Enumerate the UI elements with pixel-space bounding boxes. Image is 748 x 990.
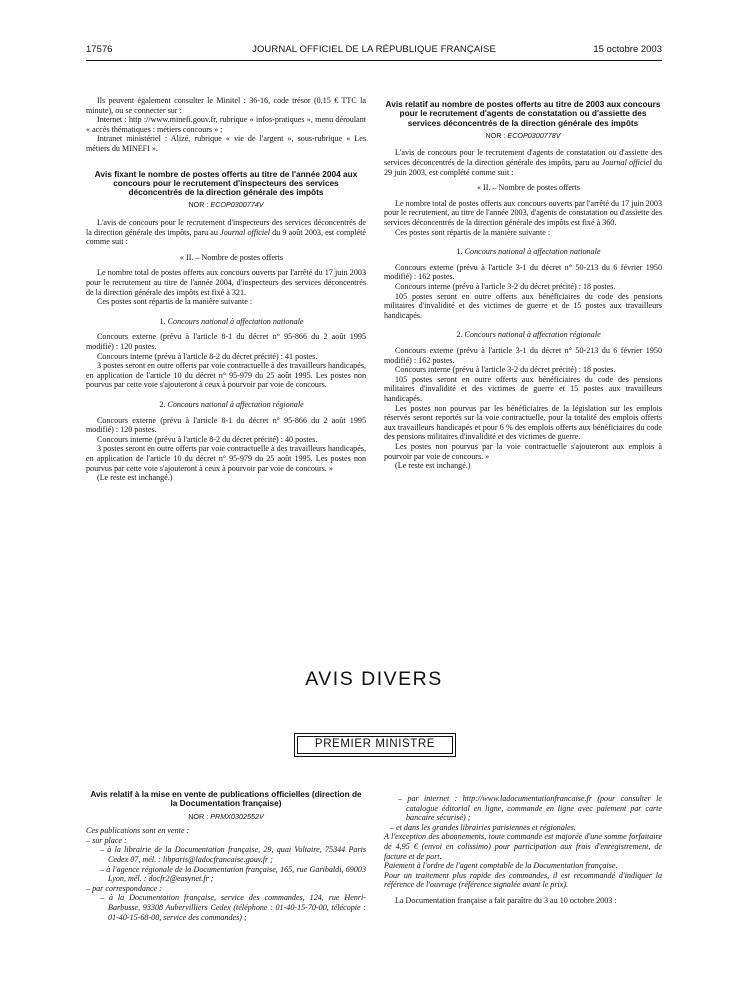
body-paragraph: 105 postes seront en outre offerts aux bénéficiaires du code des pensions militaires d'invalidité et des victimes de guerre et de 15 postes aux travailleurs handicapés.: [384, 291, 662, 320]
nor-reference: NOR : ECOP0300778V: [485, 130, 561, 140]
body-paragraph: La Documentation française a fait paraître du 3 au 10 octobre 2003 :: [395, 895, 617, 905]
list-item: – par correspondance :: [86, 883, 162, 893]
body-paragraph: Concours externe (prévu à l'article 3-1 du décret n° 50-213 du 6 février 1950 modifié) : 162 postes.: [384, 345, 662, 365]
body-paragraph: Le nombre total de postes offerts aux concours ouverts par l'arrêté du 17 juin 2003 pour le recrutement, au titre de l'année 2003, d'agents de constatation ou d'assiette des services déconcentrés de la direction générale des impôts est fixé à 360.: [384, 198, 662, 228]
body-paragraph: Concours interne (prévu à l'article 8-2 du décret précité) : 40 postes.: [97, 434, 318, 444]
avis-divers-heading: AVIS DIVERS: [305, 668, 443, 690]
bottom-right-column: [384, 794, 662, 906]
closing-note: (Le reste est inchangé.): [97, 473, 173, 483]
ministry-box: PREMIER MINISTRE: [294, 733, 456, 757]
list-item: Ces publications sont en vente :: [86, 826, 190, 836]
subsection-heading: 1. Concours national à affectation nationale: [159, 316, 304, 326]
body-paragraph: Concours externe (prévu à l'article 8-1 du décret n° 95-866 du 2 août 1995 modifié) : 120 postes.: [86, 332, 366, 351]
body-paragraph: 3 postes seront en outre offerts par voie contractuelle à des travailleurs handicapés, en application de l'article 10 du décret n° 95-979 du 25 août 1995. Les postes non pourvus par cette voie s'ajouteront à ceux à pourvoir par voie de concours. »: [86, 444, 366, 473]
body-paragraph: Concours interne (prévu à l'article 3-2 du décret précité) : 18 postes.: [395, 282, 616, 292]
body-paragraph: Concours interne (prévu à l'article 8-2 du décret précité) : 41 postes.: [97, 351, 318, 361]
list-item: – à l'agence régionale de la Documentation française, 165, rue Garibaldi, 69003 Lyon, mél. : docfr2@easynet.fr ;: [100, 864, 366, 884]
right-column: [384, 100, 662, 471]
body-paragraph: Ces postes sont répartis de la manière suivante :: [97, 297, 253, 307]
left-column: [86, 96, 366, 483]
article-title: Avis relatif au nombre de postes offerts au titre de 2003 aux concours pour le recrutement d'agents de constatation ou d'assiette des services déconcentrés de la direction générale des impôts: [385, 99, 661, 128]
page-header: [86, 44, 662, 58]
body-paragraph: 105 postes seront en outre offerts aux bénéficiaires du code des pensions militaires d'invalidité et des victimes de guerre et 15 postes aux travailleurs handicapés.: [384, 374, 662, 403]
bottom-left-column: [86, 790, 366, 922]
body-paragraph: Concours interne (prévu à l'article 3-2 du décret précité) : 18 postes.: [395, 365, 616, 375]
nor-reference: NOR : PRMX0302552V: [188, 811, 264, 821]
body-paragraph: Paiement à l'ordre de l'agent comptable de la Documentation française.: [384, 861, 618, 871]
issue-date: 15 octobre 2003: [593, 44, 662, 55]
body-paragraph: Ces postes sont répartis de la manière suivante :: [395, 227, 551, 237]
intro-paragraph: Intranet ministériel : Alizé, rubrique « vie de l'argent », sous-rubrique « Les métiers du MINEFI ».: [86, 134, 366, 153]
subsection-heading: 2. Concours national à affectation régionale: [159, 399, 304, 409]
list-item: – à la librairie de la Documentation française, 29, quai Voltaire, 75344 Paris Cedex 07, mél. : libparis@ladocfrancaise.gouv.fr ;: [100, 845, 366, 864]
subsection-heading: 1. Concours national à affectation nationale: [456, 247, 601, 257]
body-paragraph: 3 postes seront en outre offerts par voie contractuelle à des travailleurs handicapés, en application de l'article 10 du décret n° 95-979 du 25 août 1995. Les postes non pourvus par cette voie s'ajouteront à ceux à pourvoir par voie de concours.: [86, 361, 366, 390]
section-heading: « II. – Nombre de postes offerts: [476, 183, 581, 193]
nor-reference: NOR : ECOP0300774V: [188, 200, 264, 210]
body-paragraph: Concours externe (prévu à l'article 8-1 du décret n° 95-866 du 2 août 1995 modifié) : 120 postes.: [86, 415, 366, 435]
page-number: 17576: [86, 44, 113, 55]
intro-paragraph: Ils peuvent également consulter le Minitel : 36-16, code trésor (0,15 € TTC la minute), ou se connecter sur :: [86, 96, 366, 115]
body-paragraph: A l'exception des abonnements, toute commande est majorée d'une somme forfaitaire de 4,95 € (envoi en colissimo) pour participation aux frais d'enregistrement, de facture et de port.: [384, 832, 662, 861]
section-heading: « II. – Nombre de postes offerts: [179, 252, 284, 262]
article-title: Avis relatif à la mise en vente de publications officielles (direction de la Documentation française): [90, 789, 362, 809]
body-paragraph: Pour un traitement plus rapide des commandes, il est recommandé d'indiquer la référence de l'ouvrage (référence signalée avant le prix).: [384, 870, 662, 890]
article-title: Avis fixant le nombre de postes offerts au titre de l'année 2004 aux concours pour le recrutement d'inspecteurs des services déconcentrés de la direction générale des impôts: [94, 168, 358, 198]
list-item: – et dans les grandes librairies parisiennes et régionales.: [390, 822, 576, 832]
intro-paragraph: Internet : http ://www.minefi.gouv.fr, rubrique « infos-pratiques », menu déroulant « accès thématiques : métiers concours » ;: [86, 115, 366, 134]
body-paragraph: Les postes non pourvus par la voie contractuelle s'ajouteront aux emplois à pourvoir par voie de concours. »: [384, 441, 662, 461]
list-item: – par internet : http://www.ladocumentationfrancaise.fr (pour consulter le catalogue éditorial en ligne, commande en ligne avec paiement par carte bancaire sécurisé) ;: [398, 794, 662, 823]
list-item: – sur place :: [86, 835, 127, 845]
body-paragraph: L'avis de concours pour le recrutement d'inspecteurs des services déconcentrés de la direction générale des impôts, paru au Journal officiel du 9 août 2003, est complété comme suit :: [86, 218, 366, 247]
subsection-heading: 2. Concours national à affectation régionale: [456, 330, 601, 340]
list-item: – à la Documentation française, service des commandes, 124, rue Henri-Barbusse, 93308 Aubervilliers Cedex (téléphone : 01-40-15-70-00, télécopie : 01-40-15-68-00, service des commandes) ;: [100, 893, 366, 922]
header-rule: [86, 60, 662, 61]
body-paragraph: L'avis de concours pour le recrutement d'agents de constatation ou d'assiette des services déconcentrés de la direction générale des impôts, paru au Journal officiel du 29 juin 2003, est complété comme suit :: [384, 148, 662, 177]
journal-title: JOURNAL OFFICIEL DE LA RÉPUBLIQUE FRANÇAISE: [252, 44, 496, 55]
closing-note: (Le reste est inchangé.): [395, 461, 471, 471]
body-paragraph: Concours externe (prévu à l'article 3-1 du décret n° 50-213 du 6 février 1950 modifié) : 162 postes.: [384, 262, 662, 282]
body-paragraph: Les postes non pourvus par les bénéficiaires de la législation sur les emplois réservés seront reportés sur la voie contractuelle, pour la totalité des emplois offerts aux travailleurs handicapés et pour 6 % des emplois offerts aux bénéficiaires du code des pensions militaires d'invalidité et des victimes de guerre.: [384, 403, 662, 442]
body-paragraph: Le nombre total de postes offerts aux concours ouverts par l'arrêté du 17 juin 2003 pour le recrutement au titre de l'année 2004, d'inspecteurs des services déconcentrés de la direction générale des impôts est fixé à 321.: [86, 268, 366, 297]
